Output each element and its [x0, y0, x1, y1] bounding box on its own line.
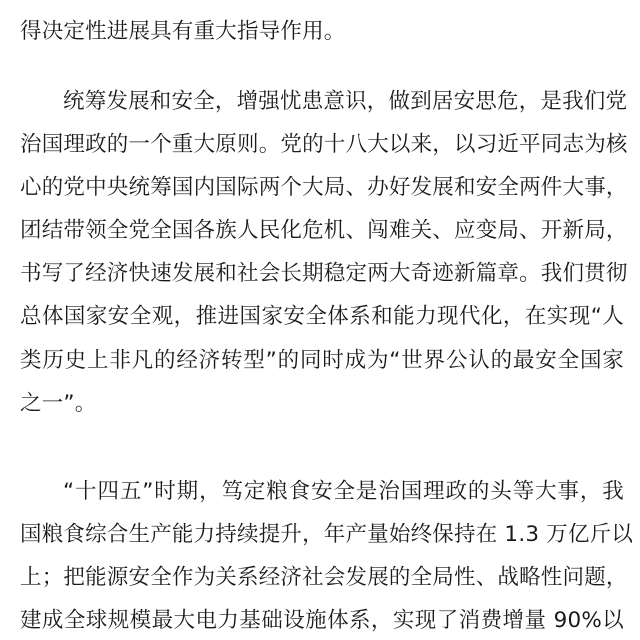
paragraph-2-line-4: 团结带领全党全国各族人民化危机、闯难关、应变局、开新局，	[20, 218, 628, 243]
paragraph-2-line-6: 总体国家安全观，推进国家安全体系和能力现代化，在实现“人	[20, 304, 624, 329]
paragraph-3-line-3: 上；把能源安全作为关系经济社会发展的全局性、战略性问题，	[20, 565, 628, 590]
paragraph-1-line-1: 得决定性进展具有重大指导作用。	[20, 19, 346, 44]
paragraph-2-line-2: 治国理政的一个重大原则。党的十八大以来，以习近平同志为核	[20, 132, 628, 157]
paragraph-3-line-4: 建成全球规模最大电力基础设施体系，实现了消费增量 90%以	[20, 608, 624, 633]
paragraph-3-line-1: “十四五”时期，笃定粮食安全是治国理政的头等大事，我	[63, 479, 624, 504]
paragraph-2-line-5: 书写了经济快速发展和社会长期稳定两大奇迹新篇章。我们贯彻	[20, 261, 628, 286]
paragraph-2-line-7: 类历史上非凡的经济转型”的同时成为“世界公认的最安全国家	[20, 348, 624, 373]
paragraph-2-line-1: 统筹发展和安全，增强忧患意识，做到居安思危，是我们党	[63, 89, 628, 114]
paragraph-2-line-3: 心的党中央统筹国内国际两个大局、办好发展和安全两件大事，	[20, 175, 628, 200]
paragraph-3-line-2: 国粮食综合生产能力持续提升，年产量始终保持在 1.3 万亿斤以	[20, 522, 634, 547]
paragraph-2-line-8: 之一”。	[20, 391, 97, 416]
